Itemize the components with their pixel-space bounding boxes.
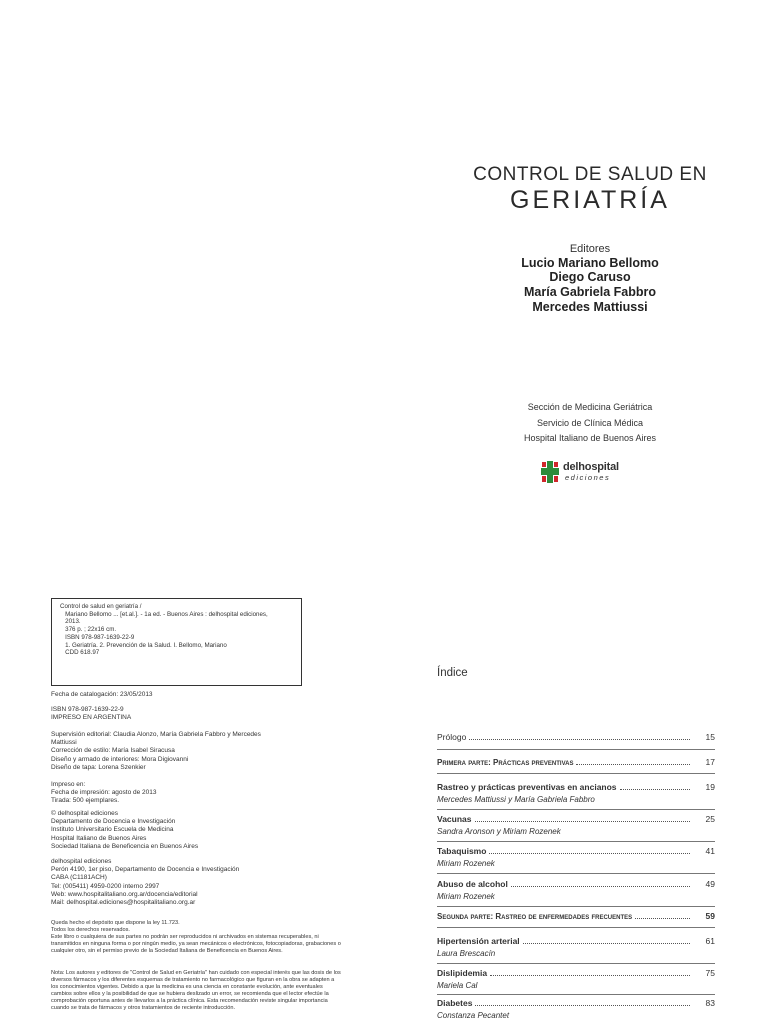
toc-entry <box>437 757 715 767</box>
toc-title: Diabetes <box>437 998 473 1008</box>
toc-entry <box>437 998 715 1020</box>
legal-text: Queda hecho el depósito que dispone la ley 11.723. Todos los derechos reservados. Este libro o cualquiera de sus partes no podrán ser reproducidos ni archivados en sistemas recuperables, ni transmitidos en ninguna forma o por ningún medio, ya sean mecánicos o electrónicos, fotocopiadoras, grabaciones o cualquier otro, sin el permiso previo de la Sociedad Italiana de Beneficencia en Buenos Aires. <box>51 920 341 954</box>
toc-page: 19 <box>705 782 715 792</box>
toc-page: 41 <box>705 846 715 856</box>
cip-line: ISBN 978-987-1639-22-9 <box>60 633 135 641</box>
toc-title: Primera parte: Prácticas preventivas <box>437 758 574 767</box>
toc-entry <box>437 936 715 958</box>
cip-line: Control de salud en geriatría / <box>60 603 142 610</box>
toc-title: Rastreo y prácticas preventivas en ancianos <box>437 782 617 792</box>
print-block: Impreso en: Fecha de impresión: agosto de 2013 Tirada: 500 ejemplares. <box>51 781 157 805</box>
editor-name: María Gabriela Fabbro <box>524 285 656 299</box>
contact-block: delhospital ediciones Perón 4190, 1er piso, Departamento de Docencia e Investigación CABA (C1181ACH) Tel: (005411) 4959-0200 interno 2997 Web: www.hospitalitaliano.org.ar/docencia/editorial Mail: delhospital.ediciones@hospitalitaliano.org.ar <box>51 858 240 907</box>
institution-line: Sección de Medicina Geriátrica <box>527 402 653 412</box>
toc-page: 75 <box>705 968 715 978</box>
divider <box>437 994 715 995</box>
toc-author: Mercedes Mattiussi y María Gabriela Fabbro <box>437 795 595 804</box>
toc-entry <box>437 814 715 836</box>
editor-name: Lucio Mariano Bellomo <box>521 256 659 270</box>
cip-line: Mariano Bellomo ... [et.al.]. - 1a ed. - Buenos Aires : delhospital ediciones, <box>60 610 268 618</box>
divider <box>437 841 715 842</box>
cip-line: 2013. <box>60 618 81 626</box>
toc-entry <box>437 911 715 921</box>
divider <box>437 963 715 964</box>
catalog-date: Fecha de catalogación: 23/05/2013 <box>51 691 153 698</box>
toc-page: 59 <box>705 911 715 921</box>
toc-author: Miriam Rozenek <box>437 859 495 868</box>
editor-name: Diego Caruso <box>549 270 631 284</box>
cip-line: 1. Geriatría. 2. Prevención de la Salud. I. Bellomo, Mariano <box>60 641 227 649</box>
toc-title: Dislipidemia <box>437 968 488 978</box>
index-heading: Índice <box>437 667 468 679</box>
isbn-block: ISBN 978-987-1639-22-9 IMPRESO EN ARGENTINA <box>51 706 132 722</box>
publisher-logo <box>541 461 631 485</box>
toc-entry <box>437 732 715 742</box>
toc-author: Constanza Pecantet <box>437 1011 510 1020</box>
note-text: Nota: Los autores y editores de "Control de Salud en Geriatría" han cuidado con especial interés que las dosis de los diversos fármacos y los diferentes esquemas de tratamiento no farmacológico que figuran en la obra se adapten a los conocimientos vigentes. Debido a que la medicina es una ciencia en constante evolución, ante eventuales cambios sobre ellos y la posibilidad de que se hubiera deslizado un error, se recomienda que el lector efectúe la comprobación oportuna antes de llevarlos a la práctica clínica. Esta recomendación reviste singular importancia cuando se trata de fármacos y otros tratamientos de reciente introducción. <box>51 970 341 1011</box>
toc-page: 15 <box>705 732 715 742</box>
logo-subtitle: ediciones <box>565 473 611 482</box>
editors-label: Editores <box>569 243 611 255</box>
toc-page: 25 <box>705 814 715 824</box>
toc-author: Laura Brescacín <box>437 949 496 958</box>
toc-entry <box>437 879 715 901</box>
divider <box>437 773 715 774</box>
divider <box>437 873 715 874</box>
divider <box>437 927 715 928</box>
institution-line: Hospital Italiano de Buenos Aires <box>523 433 657 443</box>
toc-entry <box>437 782 715 804</box>
toc-author: Sandra Aronson y Miriam Rozenek <box>437 827 561 836</box>
book-title-line2: GERIATRÍA <box>510 186 670 214</box>
toc-title: Vacunas <box>437 814 472 824</box>
cip-line: 376 p. ; 22x16 cm. <box>60 626 117 634</box>
toc-page: 83 <box>705 998 715 1008</box>
logo-name: delhospital <box>563 461 619 473</box>
credits-block: Supervisión editorial: Claudia Alonzo, María Gabriela Fabbro y Mercedes Mattiussi Corrección de estilo: María Isabel Siracusa Diseño y armado de interiores: Mora Digiovanni Diseño de tapa: Lorena Szenkier <box>51 731 261 771</box>
book-title-line1: CONTROL DE SALUD EN <box>473 164 707 185</box>
toc-page: 17 <box>705 757 715 767</box>
toc-page: 49 <box>705 879 715 889</box>
toc-entry <box>437 846 715 868</box>
copyright-block: © delhospital ediciones Departamento de Docencia e Investigación Instituto Universitario Escuela de Medicina Hospital Italiano de Buenos Aires Sociedad Italiana de Beneficencia en Buenos Aires <box>51 810 199 850</box>
toc-page: 61 <box>705 936 715 946</box>
editor-name: Mercedes Mattiussi <box>532 300 648 314</box>
cip-line: CDD 618.97 <box>60 649 100 657</box>
toc-title: Hipertensión arterial <box>437 936 520 946</box>
cross-logo-icon <box>541 461 559 483</box>
divider <box>437 749 715 750</box>
institution-line: Servicio de Clínica Médica <box>536 418 644 428</box>
toc-title: Segunda parte: Rastreo de enfermedades frecuentes <box>437 912 633 921</box>
toc-title: Prólogo <box>437 732 467 742</box>
toc-title: Abuso de alcohol <box>437 879 508 889</box>
cip-box <box>51 598 302 686</box>
toc-entry <box>437 968 715 990</box>
toc-title: Tabaquismo <box>437 846 487 856</box>
toc-author: Mariela Cal <box>437 981 478 990</box>
divider <box>437 809 715 810</box>
divider <box>437 906 715 907</box>
toc-author: Miriam Rozenek <box>437 892 495 901</box>
